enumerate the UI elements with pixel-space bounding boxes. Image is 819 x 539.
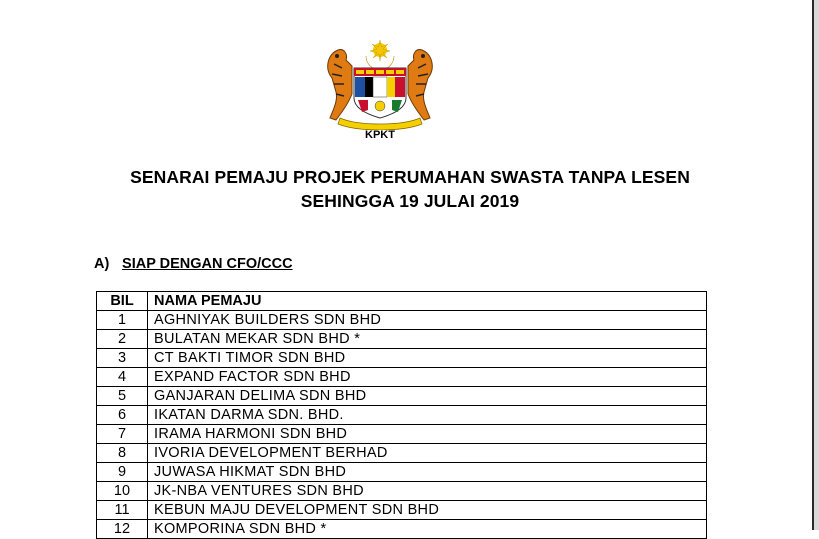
row-number: 2 [97, 330, 148, 349]
document-subtitle: SEHINGGA 19 JULAI 2019 [300, 191, 520, 211]
row-number: 4 [97, 368, 148, 387]
developer-table [96, 291, 707, 539]
row-number: 6 [97, 406, 148, 425]
developer-name: JK-NBA VENTURES SDN BHD [148, 482, 707, 501]
table-row [97, 520, 707, 539]
row-number: 9 [97, 463, 148, 482]
row-number: 11 [97, 501, 148, 520]
developer-name: IRAMA HARMONI SDN BHD [148, 425, 707, 444]
table-row [97, 311, 707, 330]
developer-name: BULATAN MEKAR SDN BHD * [148, 330, 707, 349]
table-row [97, 368, 707, 387]
row-number: 10 [97, 482, 148, 501]
row-number: 3 [97, 349, 148, 368]
developer-name: KOMPORINA SDN BHD * [148, 520, 707, 539]
table-row [97, 501, 707, 520]
developer-name: IVORIA DEVELOPMENT BERHAD [148, 444, 707, 463]
table-row [97, 482, 707, 501]
document-title: SENARAI PEMAJU PROJEK PERUMAHAN SWASTA TANPA LESEN [130, 167, 690, 187]
row-number: 7 [97, 425, 148, 444]
table-row [97, 406, 707, 425]
column-header-bil: BIL [97, 292, 148, 311]
section-title: SIAP DENGAN CFO/CCC [122, 256, 293, 272]
table-row [97, 330, 707, 349]
table-row [97, 463, 707, 482]
developer-name: IKATAN DARMA SDN. BHD. [148, 406, 707, 425]
agency-label: KPKT [365, 129, 395, 141]
row-number: 5 [97, 387, 148, 406]
row-number: 12 [97, 520, 148, 539]
table-header-row [97, 292, 707, 311]
row-number: 8 [97, 444, 148, 463]
developer-name: KEBUN MAJU DEVELOPMENT SDN BHD [148, 501, 707, 520]
developer-name: EXPAND FACTOR SDN BHD [148, 368, 707, 387]
table-row [97, 444, 707, 463]
developer-name: CT BAKTI TIMOR SDN BHD [148, 349, 707, 368]
developer-name: AGHNIYAK BUILDERS SDN BHD [148, 311, 707, 330]
developer-name: JUWASA HIKMAT SDN BHD [148, 463, 707, 482]
column-header-name: NAMA PEMAJU [148, 292, 707, 311]
section-label: A) [94, 256, 110, 272]
developer-name: GANJARAN DELIMA SDN BHD [148, 387, 707, 406]
page-shadow [814, 0, 819, 530]
row-number: 1 [97, 311, 148, 330]
table-row [97, 387, 707, 406]
table-row [97, 349, 707, 368]
table-row [97, 425, 707, 444]
coat-of-arms-icon [318, 38, 442, 130]
section-heading [94, 256, 293, 272]
